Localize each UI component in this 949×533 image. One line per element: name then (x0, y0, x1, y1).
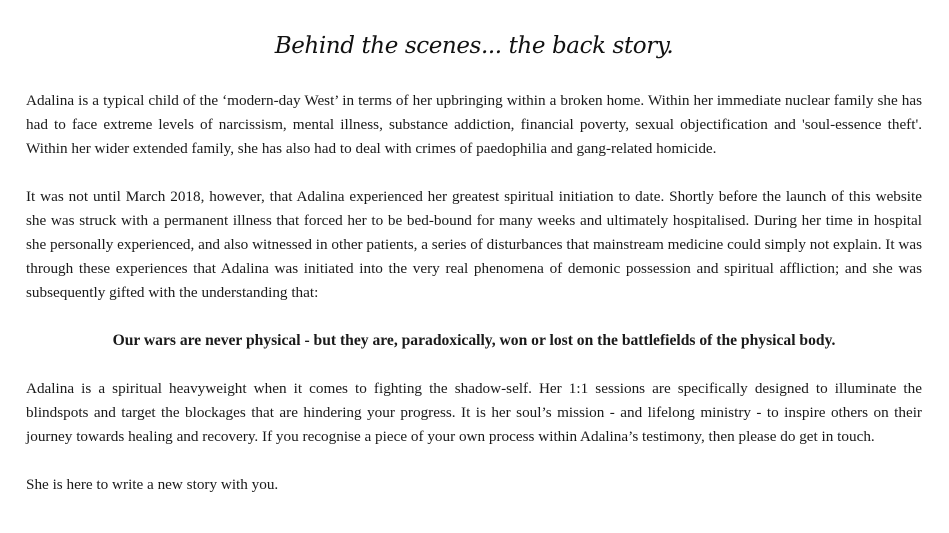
story-section (26, 0, 922, 497)
paragraph-upbringing: Adalina is a typical child of the ‘modern-day West’ in terms of her upbringing within a broken home. Within her immediate nuclear family she has had to face extreme levels of narcissism, mental illness, substance addiction, financial poverty, sexual objectification and 'soul-essence theft'. Within her wider extended family, she has also had to deal with crimes of paedophilia and gang-related homicide. (26, 92, 922, 157)
paragraph-sessions: Adalina is a spiritual heavyweight when it comes to fighting the shadow-self. Her 1:1 sessions are specifically designed to illuminate the blindspots and target the blockages that are hindering your progress. It is her soul’s mission - and lifelong ministry - to inspire others on their journey towards healing and recovery. If you recognise a piece of your own process within Adalina’s testimony, then please do get in touch. (26, 380, 922, 445)
page-heading: Behind the scenes... the back story. (274, 33, 674, 59)
paragraph-initiation: It was not until March 2018, however, that Adalina experienced her greatest spiritual initiation to date. Shortly before the launch of this website she was struck with a permanent illness that forced her to be bed-bound for many weeks and ultimately hospitalised. During her time in hospital she personally experienced, and also witnessed in other patients, a series of disturbances that mainstream medicine could simply not explain. It was through these experiences that Adalina was initiated into the very real phenomena of demonic possession and spiritual affliction; and she was subsequently gifted with the understanding that: (26, 188, 922, 301)
paragraph-closing: She is here to write a new story with you. (26, 476, 279, 493)
key-quote: Our wars are never physical - but they are, paradoxically, won or lost on the battlefields of the physical body. (112, 332, 836, 349)
